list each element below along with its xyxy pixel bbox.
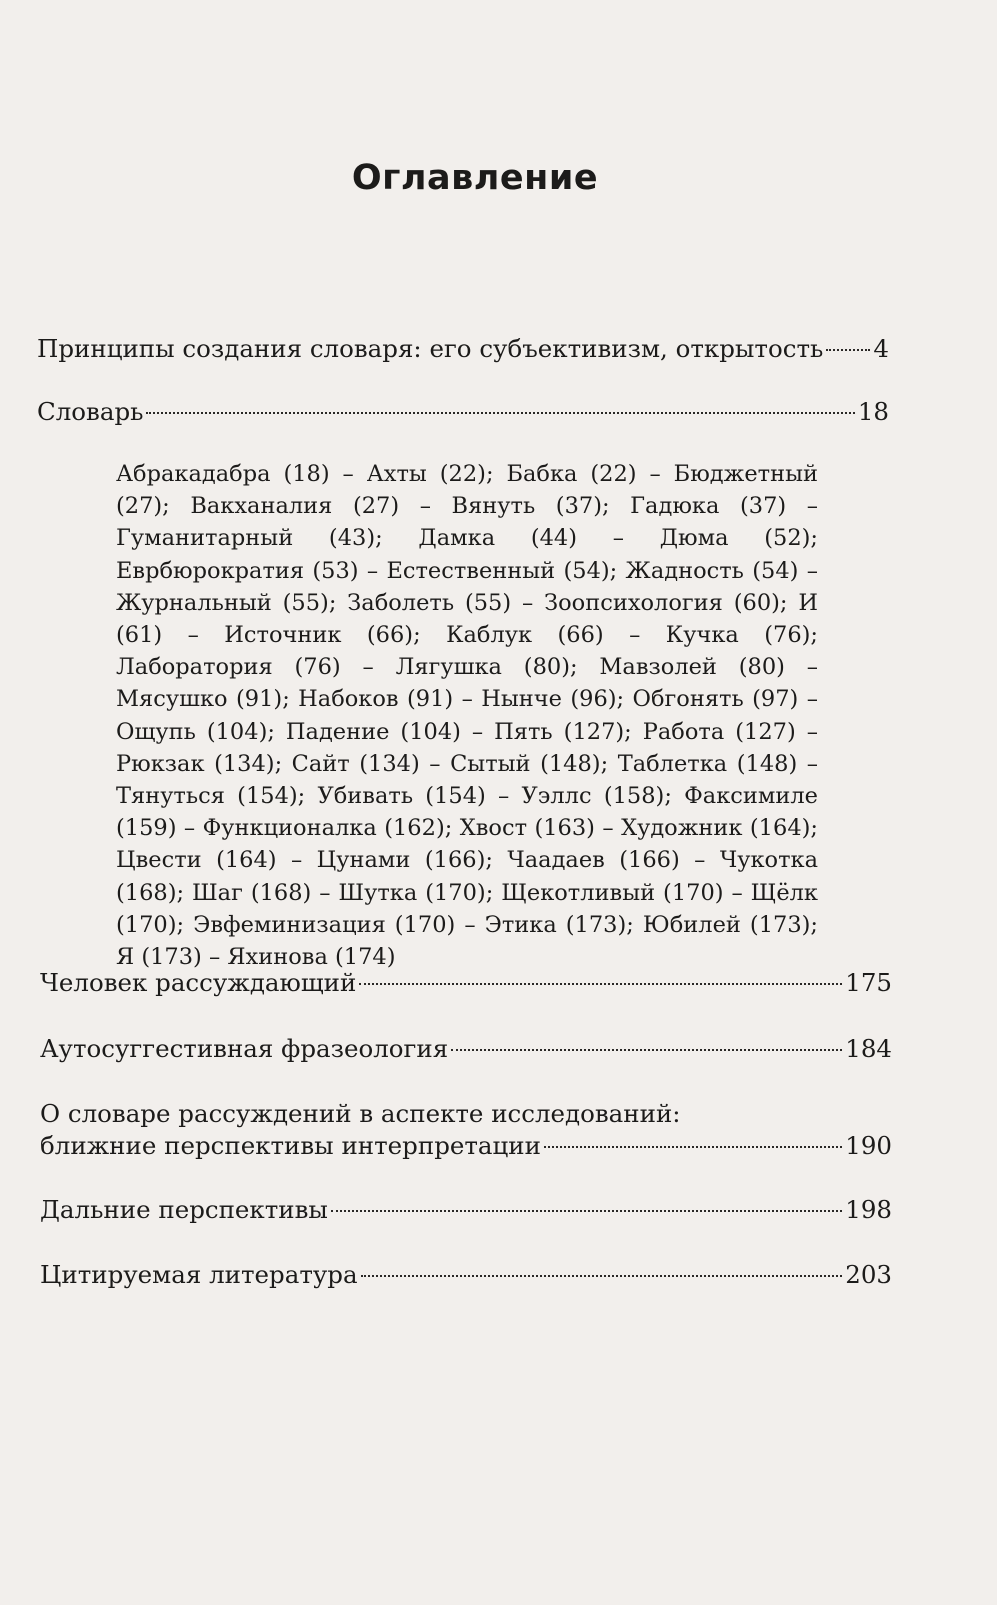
toc-entry-page: 198	[845, 1195, 892, 1224]
toc-entry-page: 175	[845, 968, 892, 997]
toc-entry-label: ближние перспективы интерпретации	[40, 1131, 541, 1160]
toc-entry-label: Аутосуггестивная фразеология	[40, 1034, 449, 1063]
dot-leader	[359, 983, 842, 985]
dot-leader	[451, 1049, 842, 1051]
toc-entry-label-line1: О словаре рассуждений в аспекте исследований:	[40, 1099, 681, 1128]
toc-entry	[40, 1194, 892, 1226]
toc-entry	[40, 1033, 892, 1065]
dot-leader	[331, 1210, 842, 1212]
toc-entry-page: 4	[873, 334, 889, 363]
toc-entry	[40, 1098, 892, 1162]
page-title: Оглавление	[351, 158, 599, 198]
toc-entry	[37, 333, 889, 365]
toc-entry-page: 203	[845, 1260, 892, 1289]
toc-entry-label: Цитируемая литература	[40, 1260, 358, 1289]
dot-leader	[146, 412, 854, 414]
toc-entry	[40, 967, 892, 999]
toc-entry-line2	[40, 1130, 892, 1162]
dictionary-ranges: Абракадабра (18) – Ахты (22); Бабка (22) – Бюджетный (27); Вакханалия (27) – Вянуть (37); Гадюка (37) – Гуманитарный (43); Дамка (44) – Дюма (52); Еврбюрократия (53) – Естественный (54); Жадность (54) – Журнальный (55); Заболеть (55) – Зоопсихология (60); И (61) – Источник (66); Каблук (66) – Кучка (76); Лаборатория (76) – Лягушка (80); Мавзолей (80) – Мясушко (91); Набоков (91) – Нынче (96); Обгонять (97) – Ощупь (104); Падение (104) – Пять (127); Работа (127) – Рюкзак (134); Сайт (134) – Сытый (148); Таблетка (148) – Тянуться (154); Убивать (154) – Уэллс (158); Факсимиле (159) – Функционалка (162); Хвост (163) – Художник (164); Цвести (164) – Цунами (166); Чаадаев (166) – Чукотка (168); Шаг (168) – Шутка (170); Щекотливый (170) – Щёлк (170); Эвфеминизация (170) – Этика (173); Юбилей (173); Я (173) – Яхинова (174)	[116, 461, 818, 971]
toc-entry-label: Дальние перспективы	[40, 1195, 328, 1224]
toc-entry-label: Принципы создания словаря: его субъективизм, открытость	[37, 334, 824, 363]
dot-leader	[826, 349, 870, 351]
toc-entry-label: Словарь	[37, 397, 144, 426]
toc-entry	[40, 1259, 892, 1291]
toc-entry	[37, 396, 889, 428]
dot-leader	[361, 1275, 843, 1277]
toc-entry-label: Человек рассуждающий	[40, 968, 357, 997]
toc-entry-page: 184	[845, 1034, 892, 1063]
toc-entry-page: 18	[857, 397, 889, 426]
toc-entry-page: 190	[845, 1131, 892, 1160]
dot-leader	[544, 1146, 842, 1148]
